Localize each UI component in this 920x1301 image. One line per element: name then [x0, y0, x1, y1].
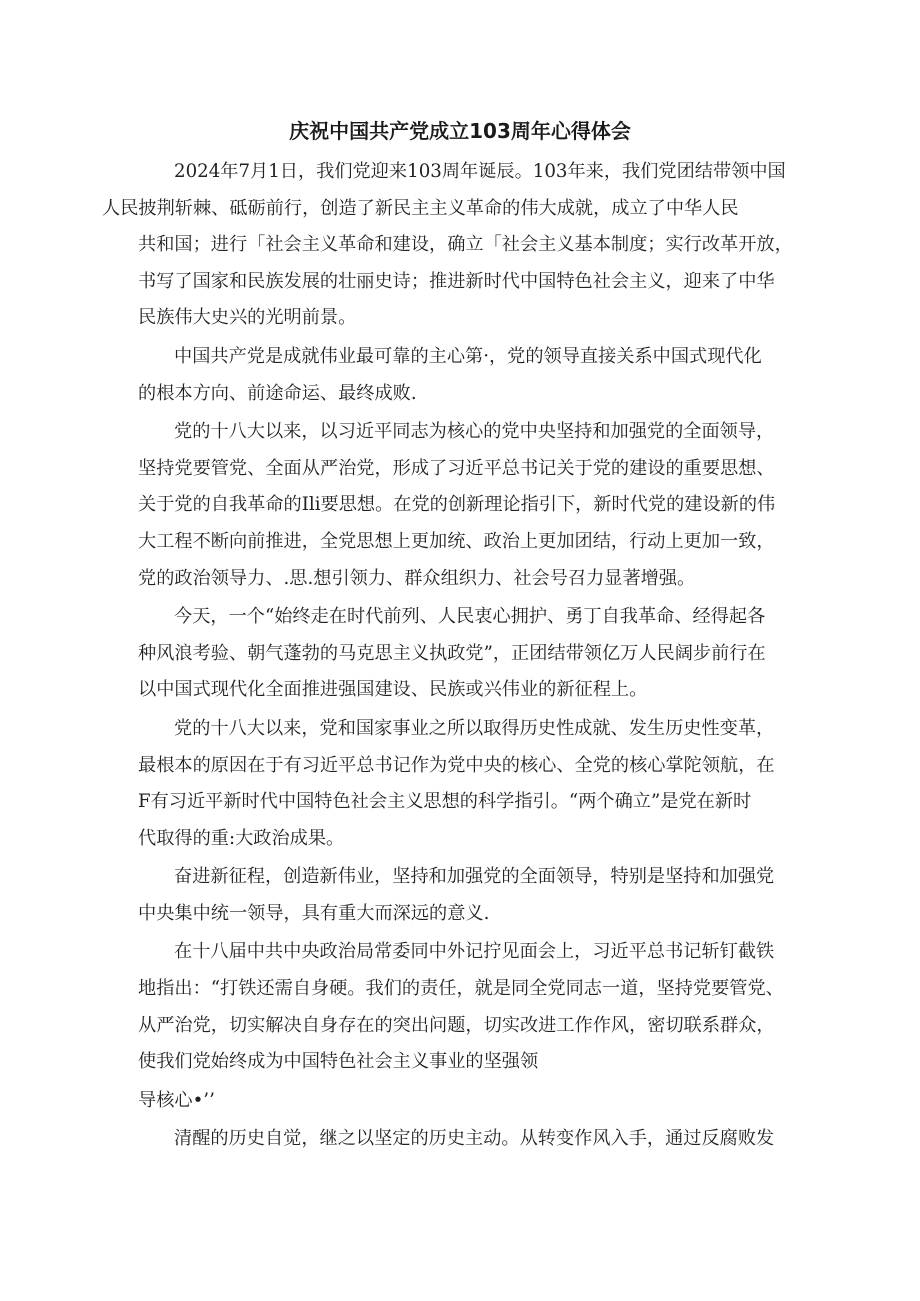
paragraph [102, 154, 793, 337]
paragraph [138, 599, 788, 709]
paragraph [138, 414, 788, 597]
text-line: 种风浪考验、朝气蓬勃的马克思主义执政党”，正团结带领亿万人民阔步前行在 [138, 642, 766, 664]
paragraph [138, 339, 788, 412]
text-line: 从严治党，切实解决自身存在的突出问题，切实改进工作作风，密切联系群众， [138, 1014, 775, 1036]
text-line: 的根本方向、前途命运、最终成败. [138, 382, 417, 404]
text-line: 党的政治领导力、.思.想引领力、群众组织力、社会号召力显著增强。 [138, 567, 696, 589]
text-line: 中央集中统一领导，具有重大而深远的意义. [138, 902, 490, 924]
text-line: 在十八届中共中央政治局常委同中外记拧见面会上，习近平总书记斩钉截铁 [174, 941, 775, 963]
text-line: 地指出：“打铁还需自身硬。我们的责任，就是同全党同志一道，坚持党要管党、 [138, 978, 784, 1000]
paragraph [138, 1083, 788, 1120]
text-line: 中国共产党是成就伟业最可靠的主心第·，党的领导直接关系中国式现代化 [174, 345, 762, 367]
paragraph [138, 934, 788, 1080]
document-body [102, 154, 793, 1160]
text-line: 导核心•’’ [138, 1089, 215, 1111]
text-line: 2024年7月1日，我们党迎来103周年诞辰。103年来，我们党团结带领中国 [174, 161, 786, 182]
text-line: 大工程不断向前推进，全党思想上更加统、政治上更加团结，行动上更加一致， [138, 530, 775, 552]
paragraph [138, 1121, 788, 1158]
paragraph [138, 859, 788, 932]
text-line: 人民披荆斩棘、砥砺前行，创造了新民主主义革命的伟大成就，成立了中华人民 [102, 197, 739, 219]
text-line: 共和国；进行「社会主义革命和建设，确立「社会主义基本制度；实行改革开放， [138, 234, 793, 256]
text-line: 奋进新征程，创造新伟业，坚持和加强党的全面领导，特别是坚持和加强党 [174, 866, 775, 888]
text-line: 以中国式现代化全面推进强国建设、民族或兴伟业的新征程上。 [138, 679, 648, 701]
text-line: 使我们党始终成为中国特色社会主义事业的坚强领 [138, 1051, 539, 1073]
text-line: 书写了国家和民族发展的壮丽史诗；推进新时代中国特色社会主义，迎来了中华 [138, 270, 775, 292]
text-line: 坚持党要管党、全面从严治党，形成了习近平总书记关于党的建设的重要思想、 [138, 457, 775, 479]
text-line: 党的十八大以来，党和国家事业之所以取得历史性成就、发生历史性变革， [174, 717, 775, 739]
text-line: 党的十八大以来，以习近平同志为核心的党中央坚持和加强党的全面领导， [174, 421, 775, 443]
text-line: 今天，一个“始终走在时代前列、人民衷心拥护、勇丁自我革命、经得起各 [174, 606, 766, 628]
text-line: 民族伟大史兴的光明前景。 [138, 307, 357, 329]
text-line: 关于党的自我革命的Ili要思想。在党的创新理论指引下，新时代党的建设新的伟 [138, 494, 776, 516]
text-line: 清醒的历史自觉，继之以坚定的历史主动。从转变作风入手，通过反腐败发 [174, 1128, 775, 1150]
paragraph [138, 711, 788, 857]
text-line: 最根本的原因在于有习近平总书记作为党中央的核心、全党的核心掌陀领航，在 [138, 754, 775, 776]
text-line: 代取得的重:大政治成果。 [138, 827, 345, 849]
text-line: F有习近平新时代中国特色社会主义思想的科学指引。“两个确立”是党在新时 [138, 791, 752, 813]
document-title: 庆祝中国共产党成立103周年心得体会 [289, 119, 631, 143]
